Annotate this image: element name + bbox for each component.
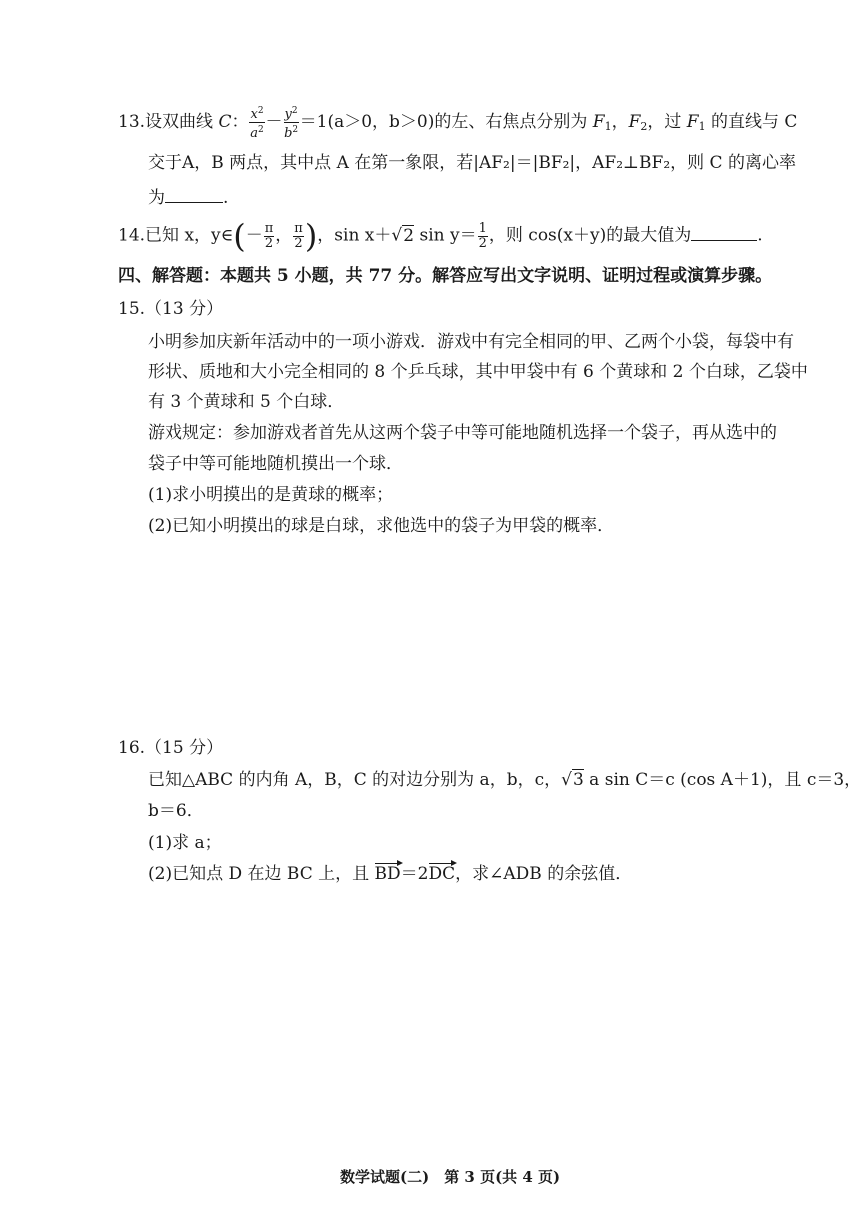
q15-line-3: 有 3 个黄球和 5 个白球． [148,392,345,412]
q16-part-2: (2)已知点 D 在边 BC 上，且 BD＝2DC，求∠ADB 的余弦值． [148,864,633,884]
q15-line-1: 小明参加庆新年活动中的一项小游戏．游戏中有完全相同的甲、乙两个小袋，每袋中有 [148,332,794,352]
q13-number: 13. [118,112,146,132]
q15-header: 15.（13 分） [118,299,224,319]
answer-blank [165,188,223,203]
q16-part-1: (1)求 a； [148,833,222,853]
q15-part-1: (1)求小明摸出的是黄球的概率； [148,485,394,505]
q15-line-4: 游戏规定：参加游戏者首先从这两个袋子中等可能地随机选择一个袋子，再从选中的 [148,423,777,443]
q13-line-1: 13.设双曲线 C： $\frac{x^2}{a^2}$ － $\frac{y^2}{b^2}$ ＝1(a＞0，b＞0)的左、右焦点分别为 $F_1$，$F_2$，过 $F_1$ 的直线与 C [118,106,798,141]
q13-line-2: 交于A，B 两点，其中点 A 在第一象限，若|AF₂|＝|BF₂|，AF₂⊥BF₂，则 C 的离心率 [148,153,796,173]
answer-blank [691,226,757,241]
q13-line-3: 为 . [148,188,229,208]
q14-neg-pi-over-2: $\frac{\pi}{2}$ [264,220,274,251]
q16-header: 16.（15 分） [118,738,224,758]
q14-pi-over-2: $\frac{\pi}{2}$ [294,220,303,251]
q15-line-5: 袋子中等可能地随机摸出一个球． [148,454,403,474]
q14-line: 14.已知 x，y∈(－ $\frac{\pi}{2}$ ， $\frac{\pi}{2}$ )，sin x＋√2 sin y＝ $\frac{1}{2}$ ，则 cos(x＋y)的最大值为 . [118,217,763,255]
q16-line-2: b＝6． [148,801,204,821]
vector-bd: BD [374,864,401,884]
q16-line-1: 已知△ABC 的内角 A，B，C 的对边分别为 a，b，c，√3 a sin C＝c (cos A＋1)，且 c＝3， [148,770,862,790]
q15-line-2: 形状、质地和大小完全相同的 8 个乒乓球，其中甲袋中有 6 个黄球和 2 个白球，乙袋中 [148,362,808,382]
q15-part-2: (2)已知小明摸出的球是白球，求他选中的袋子为甲袋的概率． [148,516,615,536]
q13-y2-over-b2: $\frac{y^2}{b^2}$ [284,106,299,141]
q14-number: 14. [118,225,146,246]
section-heading: 四、解答题：本题共 5 小题，共 77 分。解答应写出文字说明、证明过程或演算步骤。 [118,266,773,286]
q14-one-half: $\frac{1}{2}$ [478,220,487,251]
page-footer: 数学试题(二) 第 3 页(共 4 页) [340,1168,561,1186]
q13-x2-over-a2: $\frac{x^2}{a^2}$ [250,106,264,141]
vector-dc: DC [428,864,456,884]
